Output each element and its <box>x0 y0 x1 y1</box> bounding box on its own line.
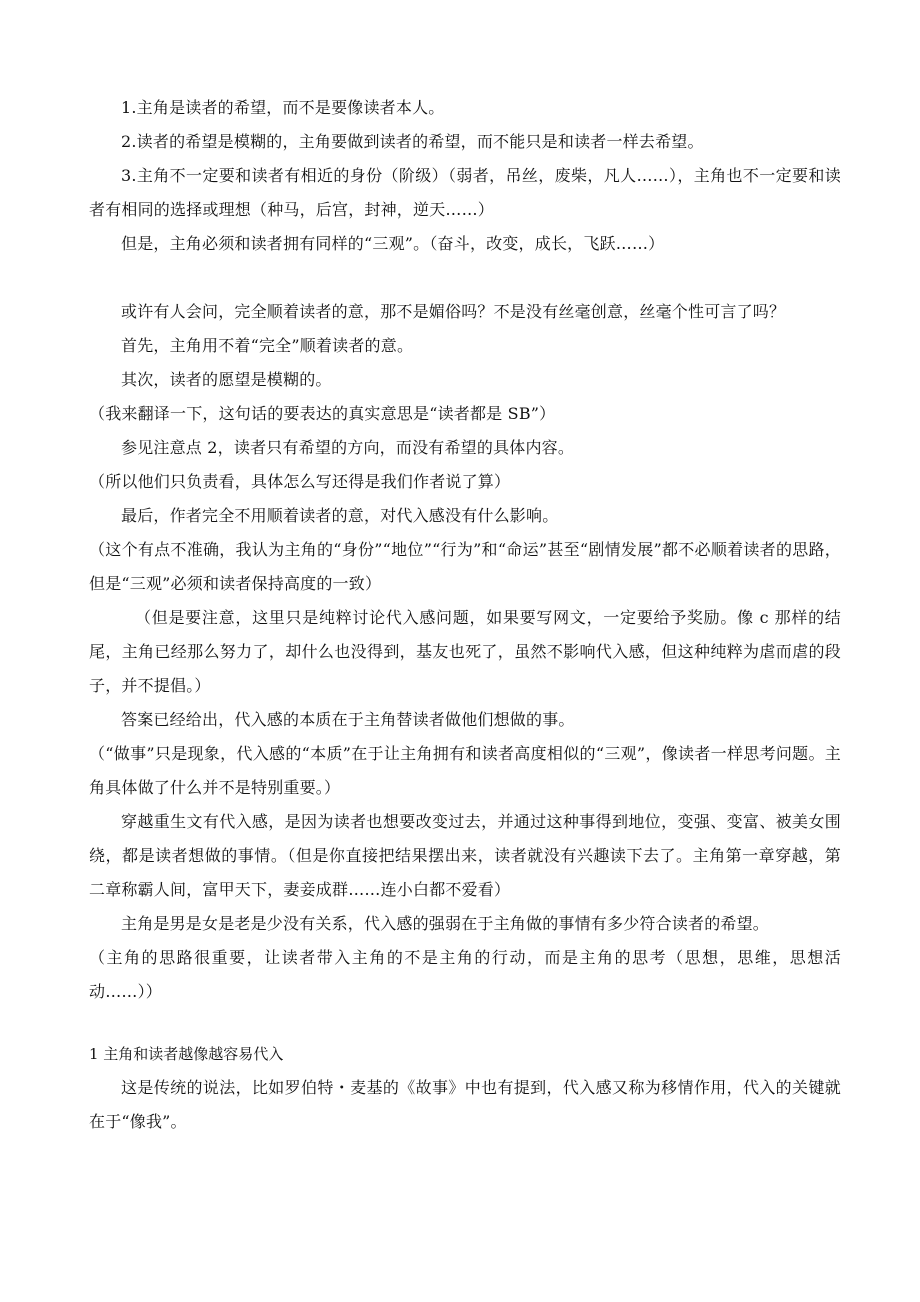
paragraph-three-views: 但是，主角必须和读者拥有同样的“三观”。（奋斗，改变，成长，飞跃……） <box>121 234 665 253</box>
paragraph-note-translate: （我来翻译一下，这句话的要表达的真实意思是“读者都是 SB”） <box>89 404 556 423</box>
paragraph-note-author: （所以他们只负责看，具体怎么写还得是我们作者说了算） <box>89 472 511 491</box>
paragraph-gender-age: 主角是男是女是老是少没有关系，代入感的强弱在于主角做的事情有多少符合读者的希望。 <box>121 914 770 933</box>
paragraph-first: 首先，主角用不着“完全”顺着读者的意。 <box>121 336 414 355</box>
paragraph-spacer <box>89 1009 841 1037</box>
document-body <box>89 91 841 1139</box>
paragraph-note-inaccurate: （这个有点不准确，我认为主角的“身份”“地位”“行为”和“命运”甚至“剧情发展”都不必顺着读者的思路，但是“三观”必须和读者保持高度的一致） <box>89 540 841 593</box>
section-heading: 1 主角和读者越像越容易代入 <box>89 1045 284 1063</box>
paragraph-point-1: 1.主角是读者的希望，而不是要像读者本人。 <box>121 98 445 117</box>
paragraph-note-essence: （“做事”只是现象，代入感的“本质”在于让主角拥有和读者高度相似的“三观”，像读者一样思考问题。主角具体做了什么并不是特别重要。） <box>89 744 841 797</box>
paragraph-question: 或许有人会问，完全顺着读者的意，那不是媚俗吗？不是没有丝毫创意，丝毫个性可言了吗？ <box>121 302 786 321</box>
paragraph-spacer <box>89 261 841 295</box>
paragraph-answer: 答案已经给出，代入感的本质在于主角替读者做他们想做的事。 <box>121 710 575 729</box>
paragraph-point-3: 3.主角不一定要和读者有相近的身份（阶级）（弱者，吊丝，废柴，凡人……），主角也不一定要和读者有相同的选择或理想（种马，后宫，封神，逆天……） <box>89 166 841 219</box>
paragraph-note-thinking: （主角的思路很重要，让读者带入主角的不是主角的行动，而是主角的思考（思想，思维，思想活动……）） <box>89 948 841 1001</box>
paragraph-traditional: 这是传统的说法，比如罗伯特・麦基的《故事》中也有提到，代入感又称为移情作用，代入的关键就在于“像我”。 <box>89 1078 841 1131</box>
paragraph-time-travel: 穿越重生文有代入感，是因为读者也想要改变过去，并通过这种事得到地位，变强、变富、被美女围绕，都是读者想做的事情。（但是你直接把结果摆出来，读者就没有兴趣读下去了。主角第一章穿越，第二章称霸人间，富甲天下，妻妾成群……连小白都不爱看） <box>89 812 841 899</box>
paragraph-second: 其次，读者的愿望是模糊的。 <box>121 370 332 389</box>
paragraph-finally: 最后，作者完全不用顺着读者的意，对代入感没有什么影响。 <box>121 506 559 525</box>
paragraph-point-2: 2.读者的希望是模糊的，主角要做到读者的希望，而不能只是和读者一样去希望。 <box>121 132 704 151</box>
paragraph-see-point-2: 参见注意点 2，读者只有希望的方向，而没有希望的具体内容。 <box>121 438 575 457</box>
paragraph-note-reward: （但是要注意，这里只是纯粹讨论代入感问题，如果要写网文，一定要给予奖励。像 c 那样的结尾，主角已经那么努力了，却什么也没得到，基友也死了，虽然不影响代入感，但这种纯粹为虐而虐的段子，并不提倡。） <box>89 608 841 695</box>
